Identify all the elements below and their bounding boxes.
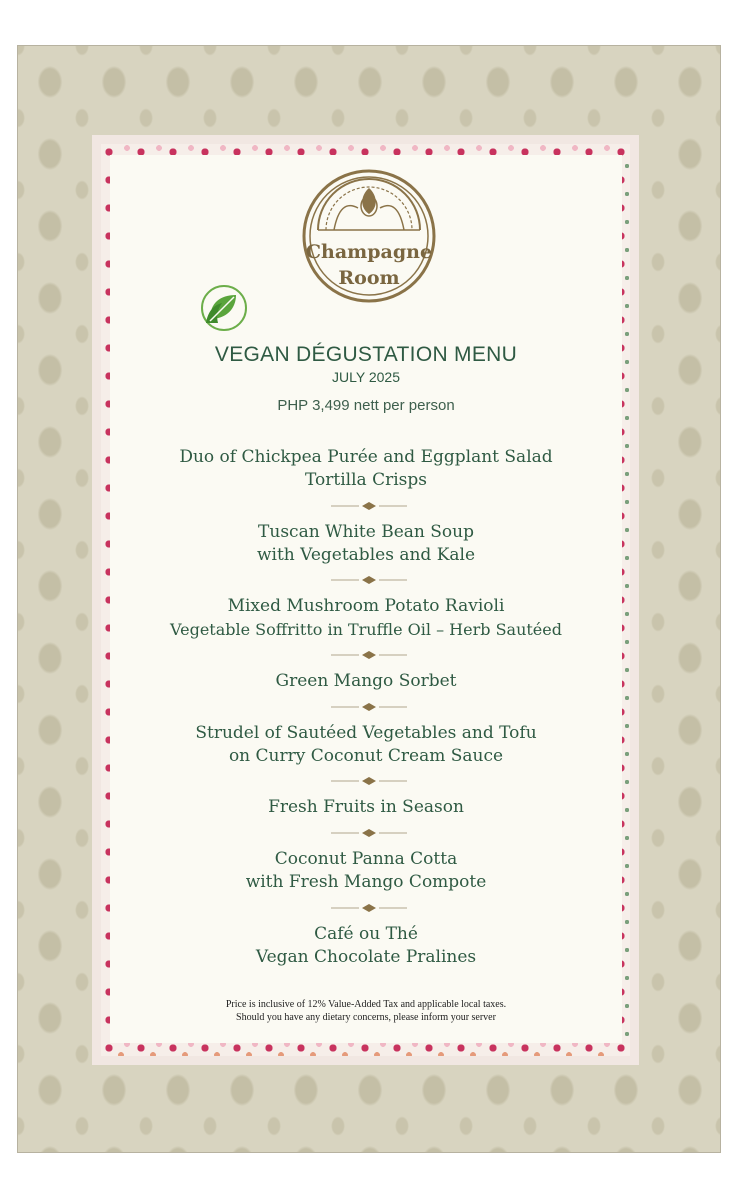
ornament-divider-icon <box>329 904 409 912</box>
course-5 <box>110 722 622 768</box>
course-2-line-1: Tuscan White Bean Soup <box>258 522 474 542</box>
menu-title: VEGAN DÉGUSTATION MENU <box>214 343 518 366</box>
course-1-line-1: Duo of Chickpea Purée and Eggplant Salad <box>179 447 553 467</box>
ornament-divider-icon <box>329 502 409 510</box>
course-2-line-2: with Vegetables and Kale <box>256 545 476 565</box>
menu-price: PHP 3,499 nett per person <box>277 397 455 414</box>
ornament-divider-icon <box>329 651 409 659</box>
course-1-line-2: Tortilla Crisps <box>305 470 427 490</box>
course-1 <box>110 446 622 492</box>
ornament-divider-icon <box>329 703 409 711</box>
course-3-line-2: Vegetable Soffritto in Truffle Oil – Herb Sautéed <box>170 620 562 639</box>
menu-date: JULY 2025 <box>332 369 400 385</box>
footnote-line-2: Should you have any dietary concerns, please inform your server <box>236 1012 496 1023</box>
course-8-line-2: Vegan Chocolate Pralines <box>255 947 477 967</box>
course-7-line-1: Coconut Panna Cotta <box>274 849 458 869</box>
logo-text-room: Room <box>338 267 400 289</box>
course-6 <box>110 796 622 819</box>
course-5-line-1: Strudel of Sautéed Vegetables and Tofu <box>195 723 537 743</box>
course-5-line-2: on Curry Coconut Cream Sauce <box>228 746 504 766</box>
footnote-line-1: Price is inclusive of 12% Value-Added Tax and applicable local taxes. <box>225 999 507 1010</box>
course-6-line-1: Fresh Fruits in Season <box>268 797 464 817</box>
logo-text-champagne: Champagne <box>305 241 433 263</box>
leaf-icon <box>196 283 252 333</box>
course-2 <box>110 521 622 567</box>
course-8-line-1: Café ou Thé <box>314 924 418 944</box>
ornament-divider-icon <box>329 576 409 584</box>
course-3 <box>110 595 622 641</box>
course-4-line-1: Green Mango Sorbet <box>275 671 457 691</box>
course-7 <box>110 848 622 894</box>
course-7-line-2: with Fresh Mango Compote <box>245 872 487 892</box>
course-4 <box>110 670 622 693</box>
ornament-divider-icon <box>329 777 409 785</box>
champagne-room-logo <box>300 168 438 304</box>
course-8 <box>110 923 622 969</box>
tax-footnote <box>110 998 622 1024</box>
ornament-divider-icon <box>329 829 409 837</box>
course-3-line-1: Mixed Mushroom Potato Ravioli <box>227 596 505 616</box>
